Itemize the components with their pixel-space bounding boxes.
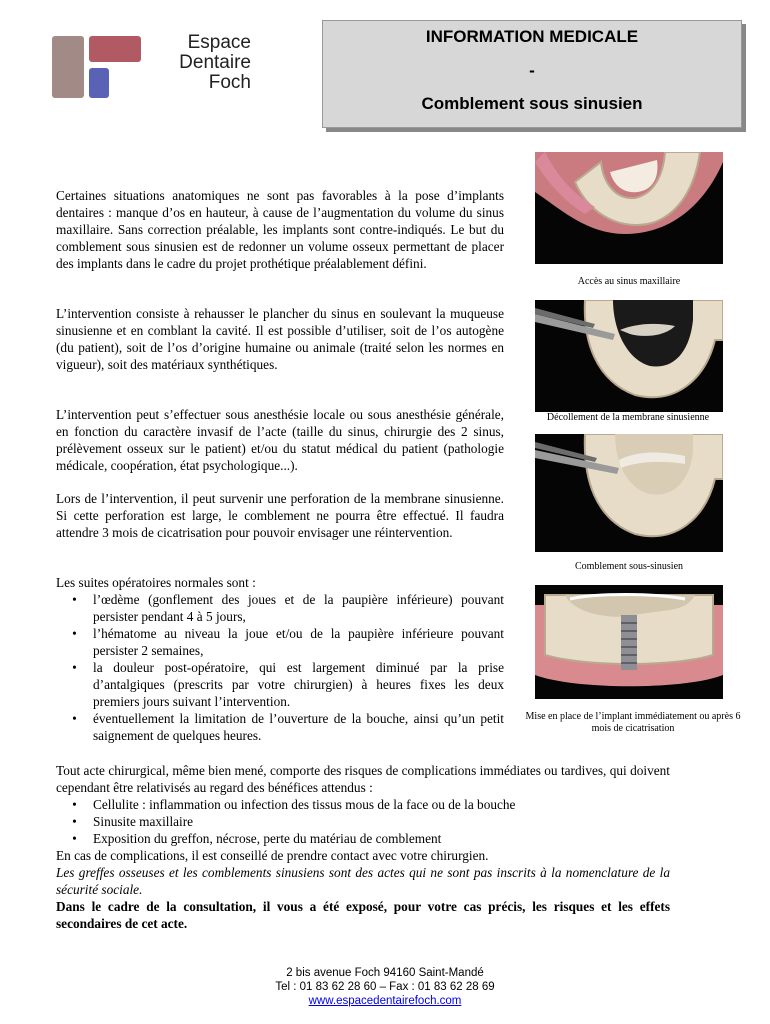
illustration-sinus-access xyxy=(535,152,723,264)
logo-line-2: Dentaire xyxy=(179,52,251,73)
website-link[interactable]: www.espacedentairefoch.com xyxy=(308,995,462,1007)
suites-item: • l’hématome au niveau la joue et/ou de la paupière inférieure pouvant persister 2 semaines, xyxy=(56,625,504,659)
paragraph-intro: Certaines situations anatomiques ne sont pas favorables à la pose d’implants dentaires : manque d’os en hauteur, à cause de l’augmentation du volume du sinus maxillaire. Sans correction préalable, les implants sont contre-indiqués. Le but du comblement sous sinusien est de redonner un volume osseux permettant de placer des implants dans le cadre du projet prothétique préalablement défini. xyxy=(56,188,504,271)
footer xyxy=(0,966,770,1008)
italic-note xyxy=(56,864,670,898)
logo-square-blue xyxy=(89,68,109,98)
footer-address: 2 bis avenue Foch 94160 Saint-Mandé xyxy=(286,967,484,979)
risks-intro: Tout acte chirurgical, même bien mené, comporte des risques de complications immédiates ou tardives, qui doivent cependant être relativisés au regard des bénéfices attendus : xyxy=(56,763,670,795)
suites-item: • la douleur post-opératoire, qui est largement diminué par la prise d’antalgiques (prescrits par votre chirurgien) à heures fixes les deux premiers jours suivant l’intervention. xyxy=(56,659,504,710)
paragraph-anesthesia: L’intervention peut s’effectuer sous anesthésie locale ou sous anesthésie générale, en fonction du caractère invasif de l’acte (taille du sinus, chirurgie des 2 sinus, prélèvement osseux sur le patient) et/ou du statut médical du patient (pathologie médicale, coopération, état psychologique...). xyxy=(56,407,504,473)
bold-note xyxy=(56,898,670,932)
paragraph-perforation: Lors de l’intervention, il peut survenir une perforation de la membrane sinusienne. Si cette perforation est large, le comblement ne pourra être effectué. Il faudra attendre 3 mois de cicatrisation pour pouvoir envisager une réintervention. xyxy=(56,491,504,540)
risks-item: • Sinusite maxillaire xyxy=(56,813,670,830)
illustration-implant-placement xyxy=(535,585,723,699)
caption-membrane-detachment: Décollement de la membrane sinusienne xyxy=(546,412,710,423)
suites-intro: Les suites opératoires normales sont : xyxy=(56,575,256,590)
footer-phone: Tel : 01 83 62 28 60 – Fax : 01 83 62 28 69 xyxy=(275,981,495,993)
suites-item: • l’œdème (gonflement des joues et de la paupière inférieure) pouvant persister pendant 4 à 5 jours, xyxy=(56,591,504,625)
logo-line-1: Espace xyxy=(187,32,251,53)
risks-item: • Exposition du greffon, nécrose, perte du matériau de comblement xyxy=(56,830,670,847)
risks-section xyxy=(56,762,670,932)
risks-item: • Cellulite : inflammation ou infection des tissus mous de la face ou de la bouche xyxy=(56,796,670,813)
illustration-membrane-detachment xyxy=(535,300,723,412)
logo-text xyxy=(147,33,251,93)
logo-square-beige xyxy=(52,36,84,98)
suites-item: • éventuellement la limitation de l’ouverture de la bouche, ainsi qu’un petit saignement de quelques heures. xyxy=(56,710,504,744)
bold-note-text: Dans le cadre de la consultation, il vous a été exposé, pour votre cas précis, les risques et les effets secondaires de cet acte. xyxy=(56,899,670,931)
paragraph-intervention: L’intervention consiste à rehausser le plancher du sinus en soulevant la muqueuse sinusienne et en comblant la cavité. Il est possible d’utiliser, soit de l’os autogène (du patient), soit de l’os d’origine humaine ou animale (traité selon les normes en vigueur), soit des matériaux synthétiques. xyxy=(56,306,504,372)
document-title: INFORMATION MEDICALE xyxy=(425,27,639,46)
clinic-logo xyxy=(52,32,252,102)
logo-square-red xyxy=(89,36,141,62)
italic-note-text: Les greffes osseuses et les comblements sinusiens sont des actes qui ne sont pas inscrits à la nomenclature de la sécurité sociale. xyxy=(56,865,670,897)
caption-sinus-access: Accès au sinus maxillaire xyxy=(577,276,681,287)
header-box xyxy=(322,20,742,128)
title-separator: - xyxy=(529,61,535,80)
suites-list xyxy=(56,574,504,744)
logo-line-3: Foch xyxy=(208,72,251,93)
caption-implant-placement: Mise en place de l’implant immédiatement ou après 6 mois de cicatrisation xyxy=(525,711,741,734)
caption-sinus-filling: Comblement sous-sinusien xyxy=(574,561,684,572)
document-subtitle: Comblement sous sinusien xyxy=(421,94,643,113)
illustration-sinus-filling xyxy=(535,434,723,552)
complications-text: En cas de complications, il est conseillé de prendre contact avec votre chirurgien. xyxy=(56,848,489,863)
